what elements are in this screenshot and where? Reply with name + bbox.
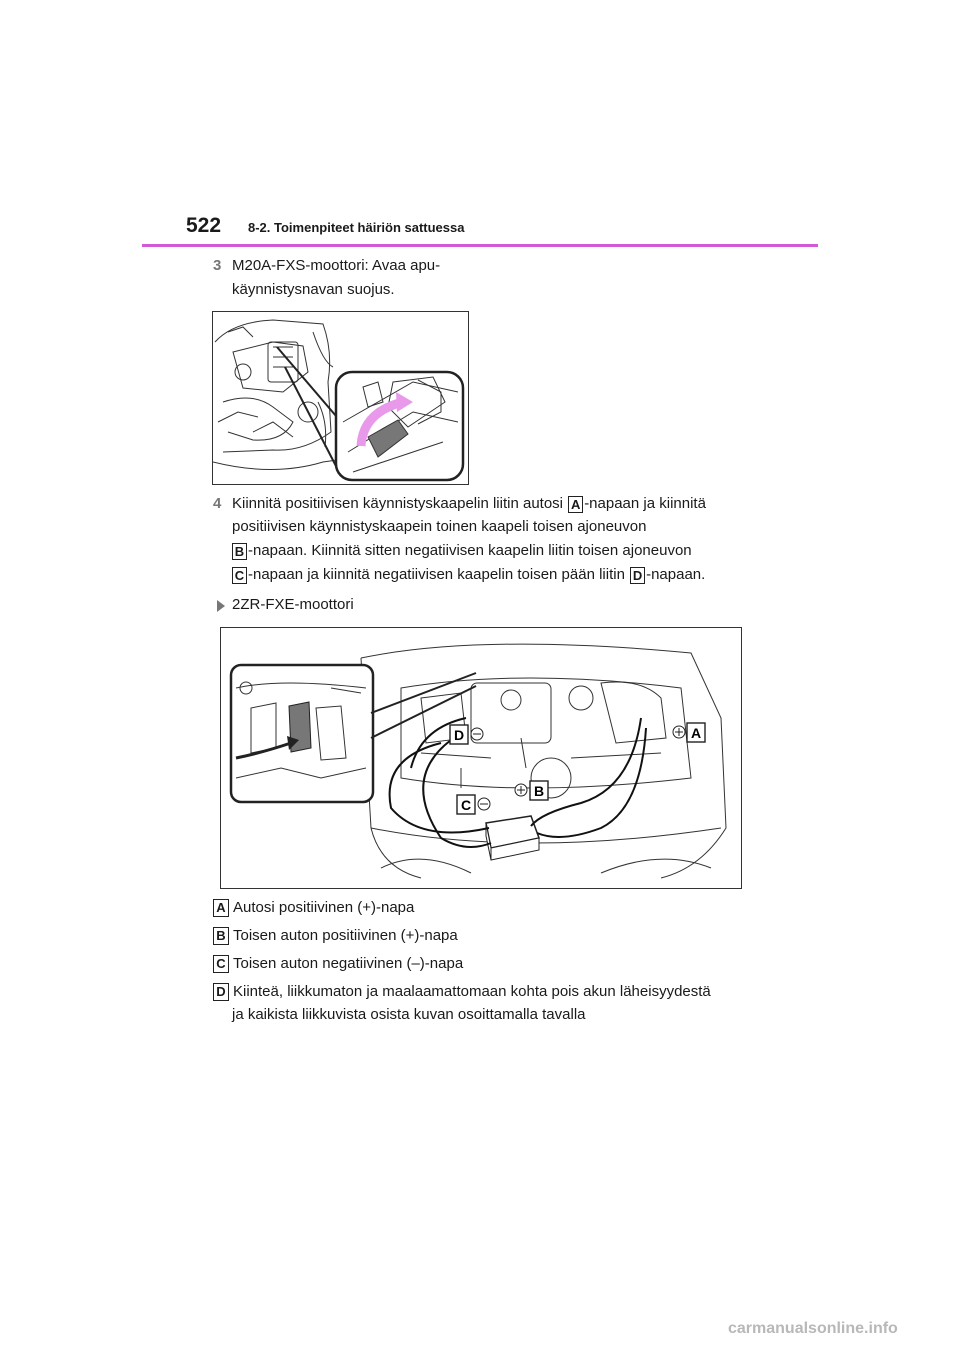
figure-label-b: B (533, 783, 545, 799)
step-3-line-1: M20A-FXS-moottori: Avaa apu- (232, 257, 441, 274)
step-number: 3 (213, 257, 222, 274)
legend-text: Toisen auton positiivinen (+)-napa (233, 927, 458, 944)
legend-item-d (212, 983, 711, 1001)
bullet-arrow-icon (217, 600, 225, 612)
step-4-text: -napaan ja kiinnitä (584, 495, 706, 512)
step-4-line-4 (232, 566, 705, 584)
engine-bay-illustration-2 (221, 628, 741, 888)
step-4-text: -napaan ja kiinnitä negatiivisen kaapelin toisen pään liitin (248, 566, 625, 583)
figure-label-c: C (460, 797, 472, 813)
key-label-c: C (232, 567, 247, 584)
step-number: 4 (213, 495, 222, 512)
figure-label-d: D (453, 727, 465, 743)
key-label-b: B (232, 543, 247, 560)
footer-watermark[interactable]: carmanualsonline.info (728, 1320, 898, 1337)
legend-key-c: C (213, 955, 229, 973)
step-4-line-3 (232, 542, 692, 560)
step-4-text: Kiinnitä positiivisen käynnistyskaapelin liitin autosi (232, 495, 564, 512)
engine-bay-illustration-1 (213, 312, 468, 484)
legend-item-d-line-2: ja kaikista liikkuvista osista kuvan osoittamalla tavalla (232, 1006, 586, 1023)
step-4-line-2: positiivisen käynnistyskaapein toinen kaapeli toisen ajoneuvon (232, 518, 647, 535)
step-3-line-2: käynnistysnavan suojus. (232, 281, 395, 298)
key-label-a: A (568, 496, 583, 513)
page-number: 522 (186, 214, 222, 237)
legend-key-a: A (213, 899, 229, 917)
legend-text: Kiinteä, liikkumaton ja maalaamattomaan kohta pois akun läheisyydestä (233, 983, 711, 1000)
legend-item-c (212, 955, 463, 973)
header-divider (142, 244, 818, 247)
step-4-text: -napaan. (646, 566, 706, 583)
step-4-text: -napaan. Kiinnitä sitten negatiivisen kaapelin liitin toisen ajoneuvon (248, 542, 692, 559)
section-title: 8-2. Toimenpiteet häiriön sattuessa (248, 220, 465, 235)
step-3 (213, 254, 440, 302)
step-4-line-1 (213, 495, 706, 513)
legend-text: Autosi positiivinen (+)-napa (233, 899, 415, 916)
legend-item-a (212, 899, 414, 917)
legend-key-d: D (213, 983, 229, 1001)
figure-jump-start-connections (220, 627, 742, 889)
legend-item-b (212, 927, 458, 945)
legend-key-b: B (213, 927, 229, 945)
engine-subheading: 2ZR-FXE-moottori (232, 596, 354, 613)
figure-jump-start-cover (212, 311, 469, 485)
key-label-d: D (630, 567, 645, 584)
legend-text: Toisen auton negatiivinen (–)-napa (233, 955, 464, 972)
figure-label-a: A (690, 725, 702, 741)
